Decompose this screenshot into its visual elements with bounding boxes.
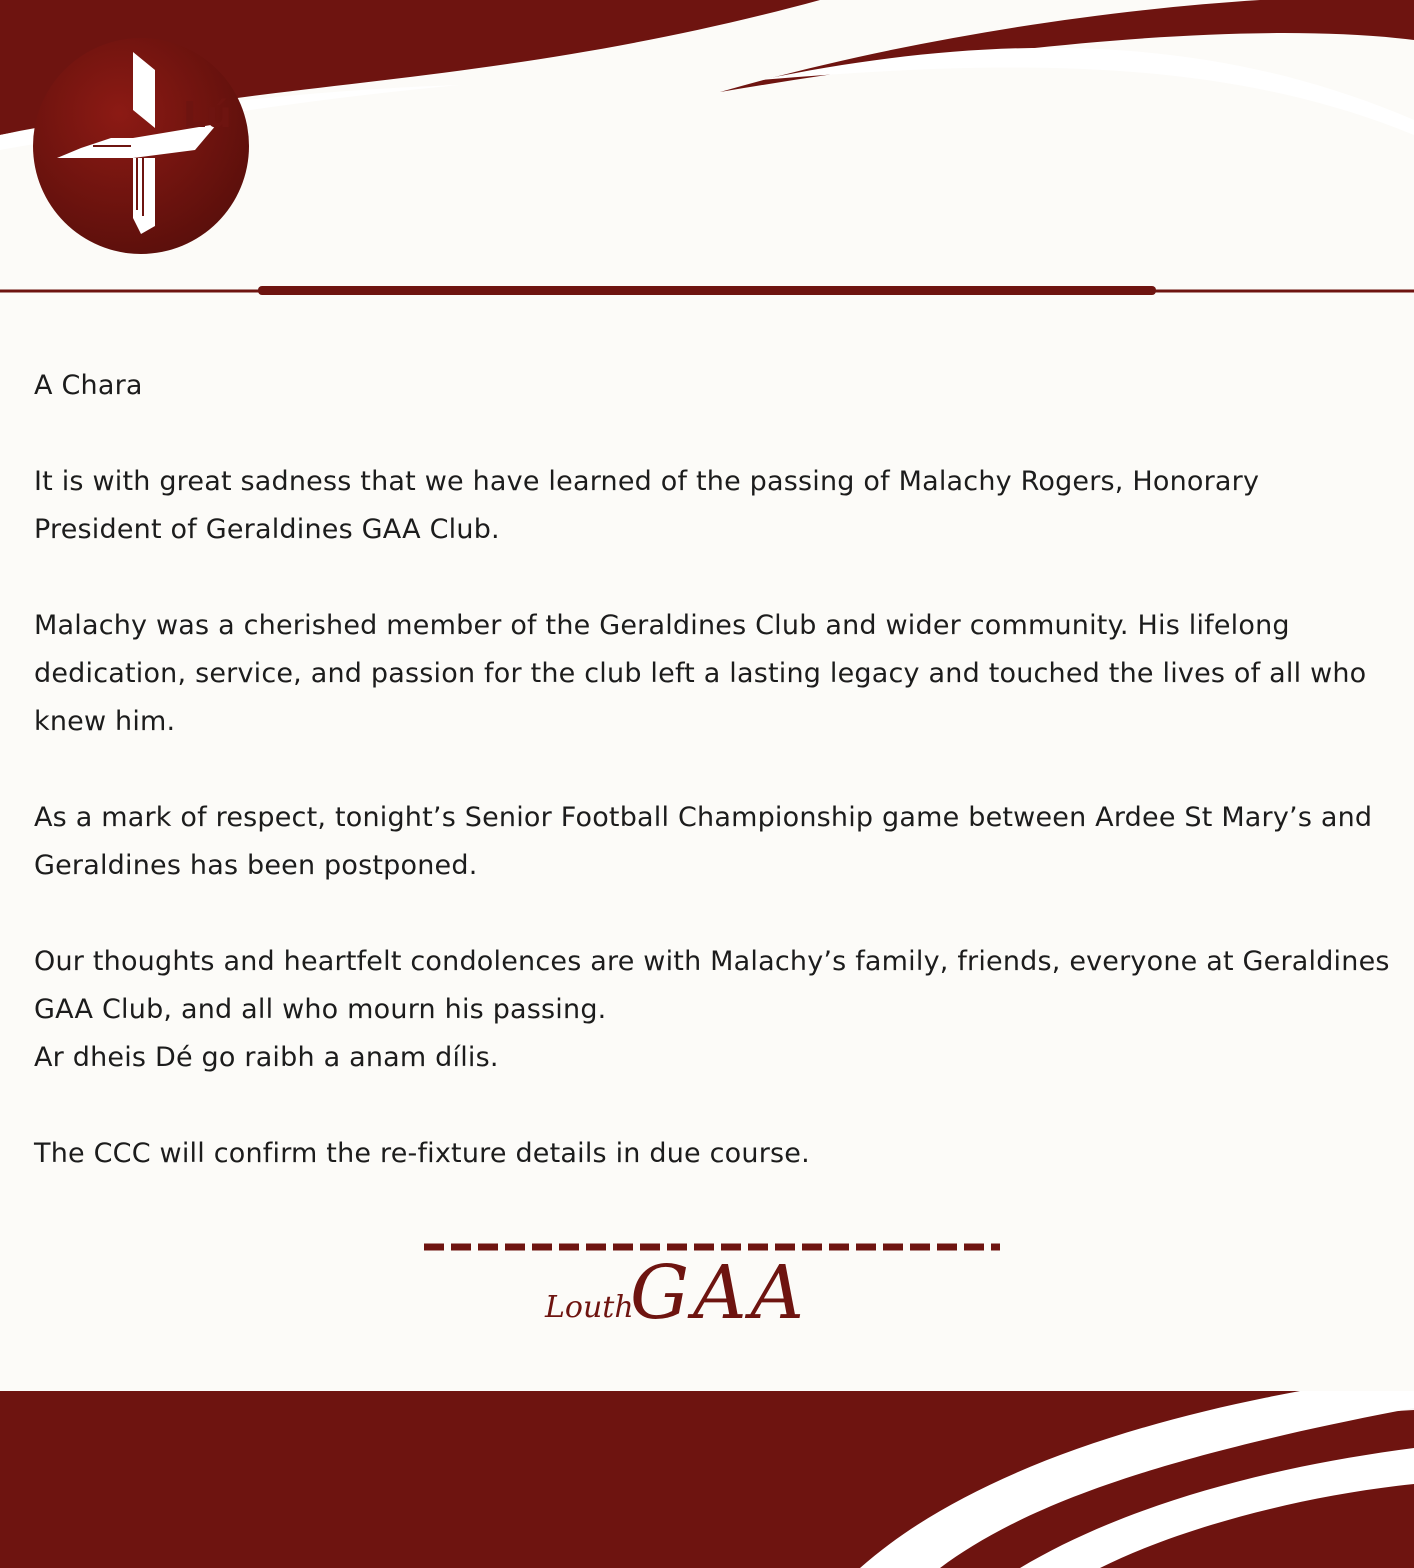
irish-blessing: Ar dheis Dé go raibh a anam dílis.	[34, 1042, 499, 1073]
salutation: A Chara	[34, 370, 143, 401]
logo-text: Lú	[183, 95, 232, 136]
paragraph-condolences	[34, 938, 1394, 1082]
logo-lettering	[33, 38, 249, 254]
letter-body	[34, 362, 1394, 1226]
paragraph-postponement: As a mark of respect, tonight’s Senior Football Championship game between Ardee St Mary’s and Geraldines has been postponed.	[34, 802, 1373, 881]
signature-gaa: GAA	[630, 1250, 808, 1336]
signature-louth: Louth	[545, 1290, 634, 1325]
footer-wave-decoration	[0, 1388, 1414, 1568]
paragraph-refixture: The CCC will confirm the re-fixture details in due course.	[34, 1138, 810, 1169]
paragraph-passing: It is with great sadness that we have learned of the passing of Malachy Rogers, Honorary President of Geraldines GAA Club.	[34, 466, 1260, 545]
paragraph-tribute: Malachy was a cherished member of the Geraldines Club and wider community. His lifelong dedication, service, and passion for the club left a lasting legacy and touched the lives of all who knew him.	[34, 610, 1367, 737]
condolences-text: Our thoughts and heartfelt condolences are with Malachy’s family, friends, everyone at Geraldines GAA Club, and all who mourn his passing.	[34, 946, 1390, 1025]
